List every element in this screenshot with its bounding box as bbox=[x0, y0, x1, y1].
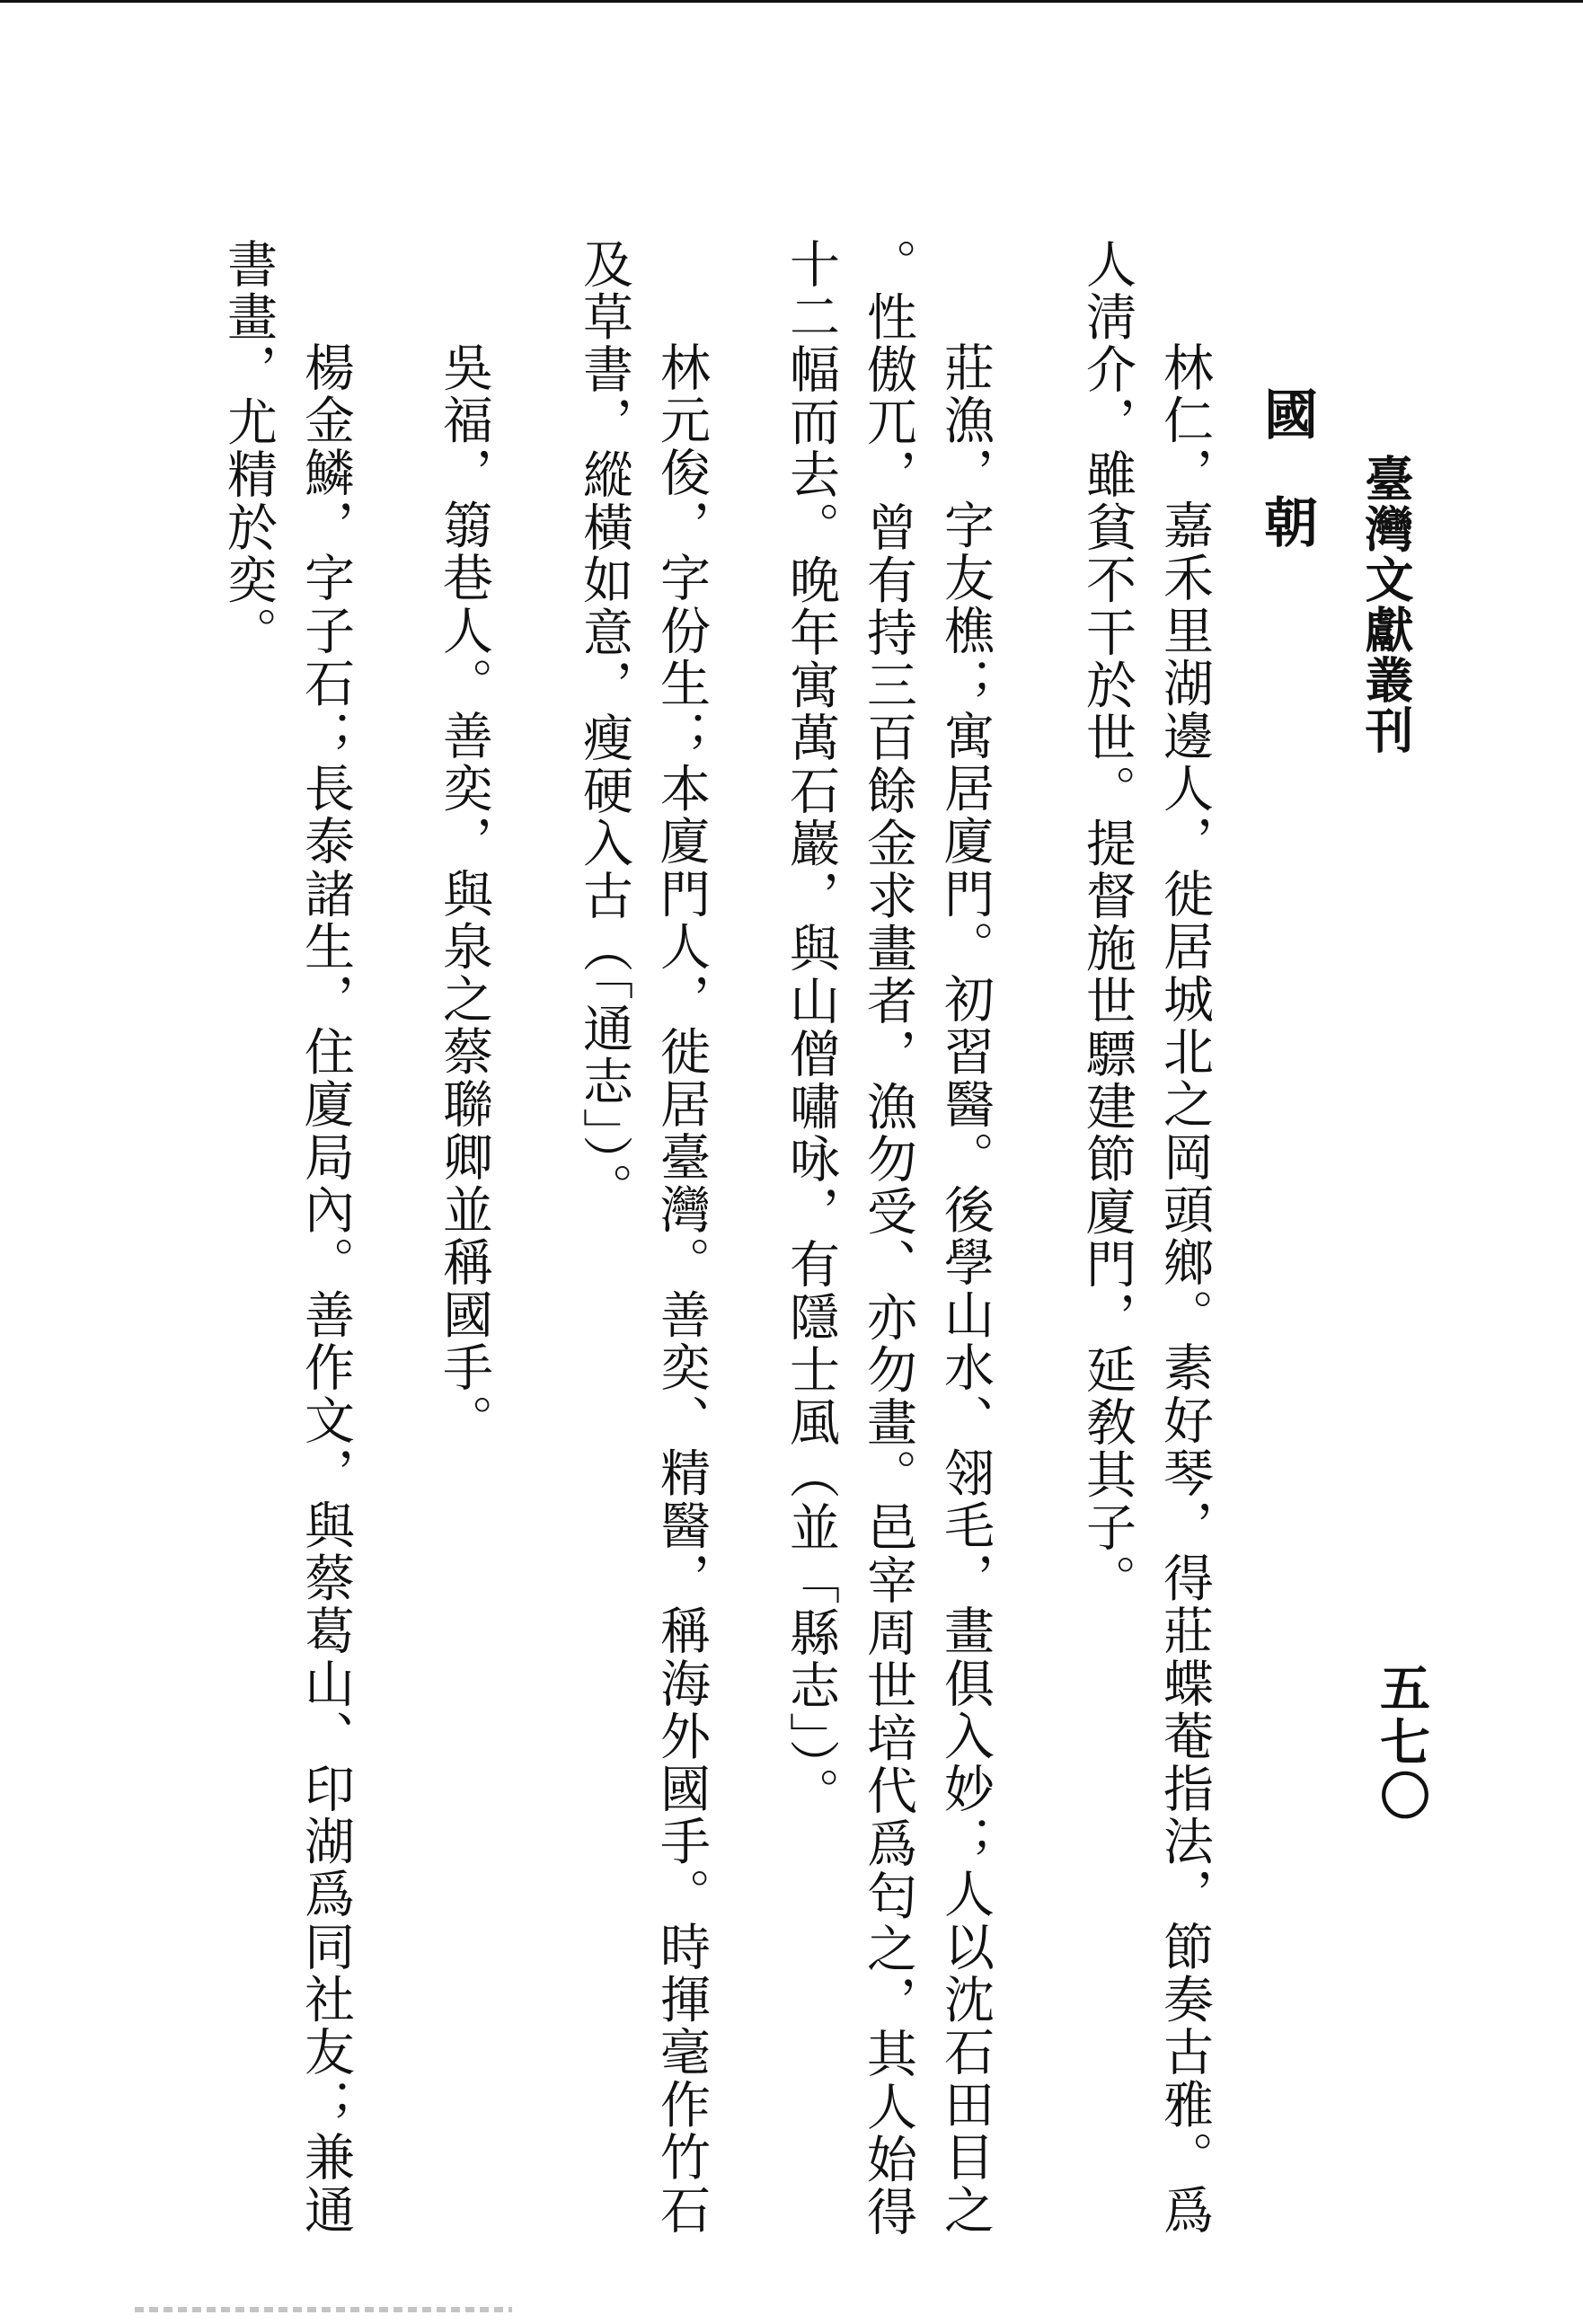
text-column-9: 楊金鱗，字子石；長泰諸生，住廈局內。善作文，與蔡葛山、印湖爲同社友；兼通 bbox=[296, 341, 355, 2237]
text-column-4: 。性傲兀，曾有持三百餘金求畫者，漁勿受、亦勿畫。邑宰周世培代爲匄之，其人始得 bbox=[859, 238, 917, 2239]
text-column-5: 十二幅而去。晚年寓萬石巖，與山僧嘯咏，有隱士風（並「縣志」）。 bbox=[782, 238, 840, 1820]
page-number: 五七〇 bbox=[1372, 1662, 1431, 1824]
scan-artifact bbox=[135, 2307, 512, 2312]
text-column-10: 書畫，尤精於奕。 bbox=[219, 238, 278, 659]
top-border-rule bbox=[0, 0, 1583, 3]
text-column-8: 吳福，篛巷人。善奕，與泉之蔡聯卿並稱國手。 bbox=[435, 341, 493, 1447]
text-column-6: 林元俊，字份生；本廈門人，徙居臺灣。善奕、精醫，稱海外國手。時揮毫作竹石 bbox=[652, 341, 711, 2237]
text-column-1: 林仁，嘉禾里湖邊人，徙居城北之岡頭鄉。素好琴，得莊蝶菴指法，節奏古雅。爲 bbox=[1155, 341, 1214, 2237]
text-column-7: 及草書，縱橫如意，瘦硬入古（「通志」）。 bbox=[575, 238, 633, 1215]
text-column-2: 人淸介，雖貧不干於世。提督施世驃建節廈門，延敎其子。 bbox=[1078, 238, 1136, 1607]
running-header-title: 臺灣文獻叢刊 bbox=[1357, 454, 1415, 756]
section-heading: 國朝 bbox=[1255, 386, 1318, 602]
text-column-3: 莊漁，字友樵；寓居廈門。初習醫。後學山水、翎毛，畫俱入妙；人以沈石田目之 bbox=[936, 341, 995, 2237]
